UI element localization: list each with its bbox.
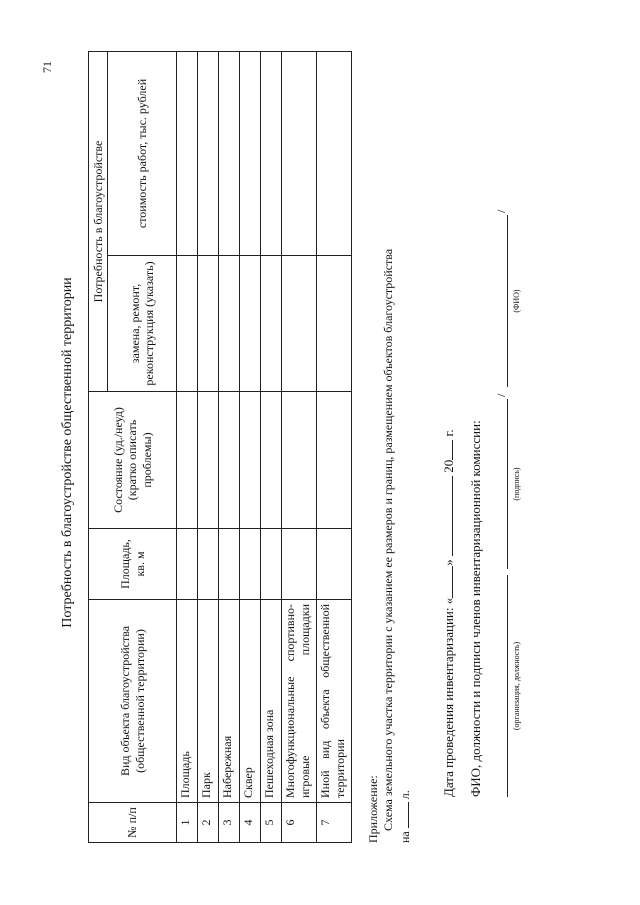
row-num: 7 xyxy=(317,803,352,843)
row-type: Набережная xyxy=(219,600,240,803)
fio-line xyxy=(507,215,508,387)
header-area: Площадь, кв. м xyxy=(89,529,177,600)
appendix-label: Приложение: xyxy=(366,775,380,843)
date-quote-close: » xyxy=(441,559,456,566)
cell-need-work xyxy=(261,256,282,392)
appendix-na: на xyxy=(398,831,412,843)
appendix-pages-line xyxy=(396,43,413,843)
signature-slash: / xyxy=(494,393,508,397)
header-need-work: замена, ремонт, реконструкция (указать) xyxy=(108,256,177,392)
cell-need-cost xyxy=(219,52,240,256)
cell-need-cost xyxy=(240,52,261,256)
table-row xyxy=(240,52,261,843)
row-type: Площадь xyxy=(177,600,198,803)
cell-need-cost xyxy=(282,52,317,256)
date-year-blank xyxy=(440,440,453,460)
date-month-blank xyxy=(440,476,453,556)
cell-area xyxy=(219,529,240,600)
table-row xyxy=(177,52,198,843)
cell-state xyxy=(261,392,282,529)
table-row xyxy=(282,52,317,843)
header-need-group: Потребность в благоустройстве xyxy=(89,52,108,392)
appendix-l: л. xyxy=(398,790,412,800)
row-type: Иной вид объекта общественной территории xyxy=(317,600,352,803)
cell-need-work xyxy=(198,256,219,392)
cell-need-cost xyxy=(261,52,282,256)
cell-need-cost xyxy=(198,52,219,256)
cell-area xyxy=(282,529,317,600)
row-num: 2 xyxy=(198,803,219,843)
table-row xyxy=(317,52,352,843)
page-title: Потребность в благоустройстве общественной территории xyxy=(60,277,75,628)
inventory-date-line xyxy=(440,429,457,797)
cell-need-cost xyxy=(177,52,198,256)
org-position-line xyxy=(507,575,508,797)
cell-need-cost xyxy=(317,52,352,256)
fio-slash: / xyxy=(494,209,508,213)
page-number: 71 xyxy=(40,61,54,73)
commission-heading: ФИО, должности и подписи членов инвентаризационной комиссии: xyxy=(468,420,483,797)
row-num: 6 xyxy=(282,803,317,843)
row-num: 3 xyxy=(219,803,240,843)
cell-need-work xyxy=(240,256,261,392)
signature-line xyxy=(507,399,508,569)
row-type: Многофункциональные спортивно-игровые площадки xyxy=(282,600,317,803)
cell-need-work xyxy=(177,256,198,392)
fio-caption: (ФИО) xyxy=(512,289,521,313)
cell-state xyxy=(198,392,219,529)
header-num: № п/п xyxy=(89,803,177,843)
cell-need-work xyxy=(282,256,317,392)
org-position-caption: (организация, должность) xyxy=(512,641,521,731)
cell-need-work xyxy=(317,256,352,392)
cell-area xyxy=(198,529,219,600)
table-row xyxy=(198,52,219,843)
cell-area xyxy=(240,529,261,600)
cell-area xyxy=(317,529,352,600)
cell-state xyxy=(240,392,261,529)
cell-need-work xyxy=(219,256,240,392)
cell-state xyxy=(282,392,317,529)
row-num: 5 xyxy=(261,803,282,843)
row-type: Пешеходная зона xyxy=(261,600,282,803)
table-row xyxy=(261,52,282,843)
row-num: 4 xyxy=(240,803,261,843)
cell-area xyxy=(261,529,282,600)
needs-table xyxy=(88,51,352,843)
row-type: Сквер xyxy=(240,600,261,803)
appendix-pages-blank xyxy=(396,802,409,828)
appendix-text: Схема земельного участка территории с указанием ее размеров и границ, размещением объектов благоустройства xyxy=(381,248,395,831)
header-need-cost: стоимость работ, тыс. рублей xyxy=(108,52,177,256)
header-state: Состояние (уд./неуд) (кратко описать проблемы) xyxy=(89,392,177,529)
date-prefix: Дата проведения инвентаризации: « xyxy=(441,597,456,797)
cell-state xyxy=(219,392,240,529)
table-row xyxy=(219,52,240,843)
date-year-suffix: г. xyxy=(441,429,456,437)
signature-caption: (подпись) xyxy=(512,467,521,501)
appendix-block xyxy=(366,43,413,843)
cell-state xyxy=(177,392,198,529)
cell-area xyxy=(177,529,198,600)
header-type: Вид объекта благоустройства (общественной территории) xyxy=(89,600,177,803)
date-year-prefix: 20 xyxy=(441,459,456,473)
row-type: Парк xyxy=(198,600,219,803)
row-num: 1 xyxy=(177,803,198,843)
cell-state xyxy=(317,392,352,529)
date-day-blank xyxy=(440,566,453,598)
